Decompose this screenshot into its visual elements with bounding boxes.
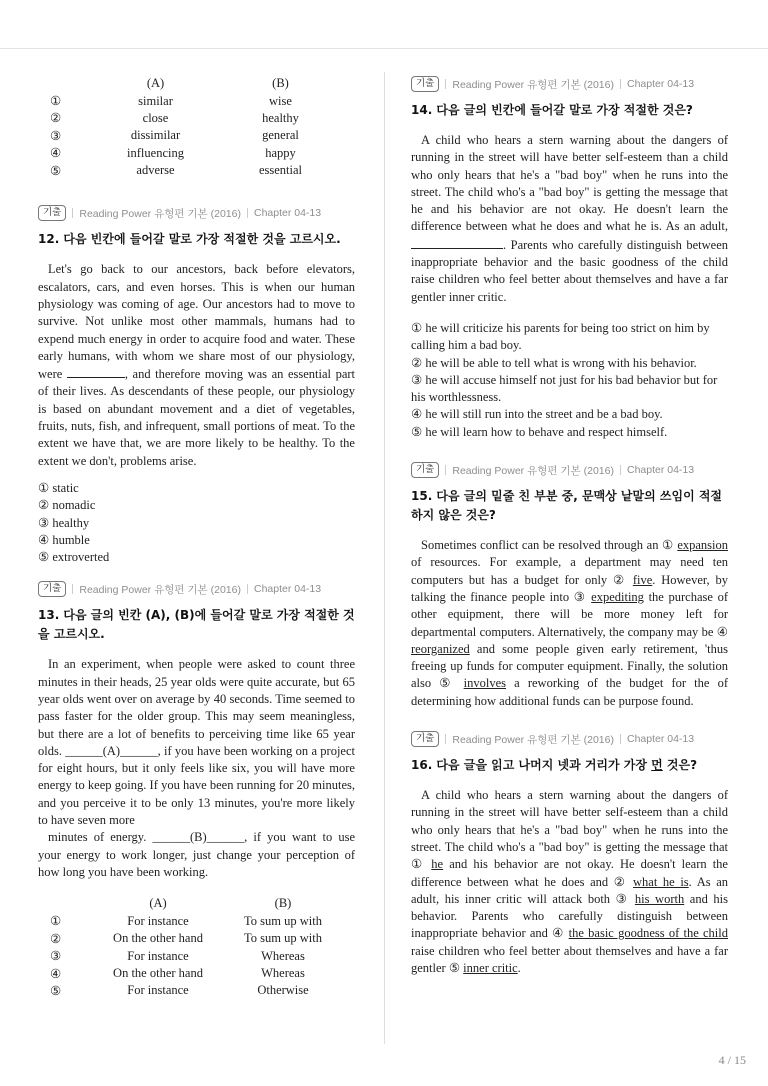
- passage-text: Sometimes conflict can be resolved through an ①: [421, 538, 678, 553]
- passage-text: Let's go back to our ancestors, back before elevators, escalators, cars, and even horses. This is when our human physiology was coming of age. Our ancestors had to move to survive. Not unlike most other mammals, humans had to expend much energy in order to acquire food and water. These early humans, with whom we share most of our physiology, were: [38, 262, 355, 382]
- chapter-label: Chapter 04-13: [253, 207, 322, 220]
- page-number: 4 / 15: [718, 1053, 746, 1067]
- right-column: [411, 75, 728, 977]
- underlined-word: expediting: [591, 589, 644, 604]
- option-b: To sum up with: [244, 931, 322, 946]
- underlined-phrase: the basic goodness of the child: [568, 926, 728, 941]
- option-a: For instance: [127, 948, 189, 963]
- option-number: ④: [50, 966, 62, 981]
- tag-separator: [72, 584, 73, 594]
- source-tag: [411, 75, 728, 93]
- question-14-passage: [411, 132, 728, 306]
- option-a: similar: [138, 93, 173, 108]
- passage-text: of resources. For example, a department may need ten computers but has a budget for only ②: [411, 555, 728, 587]
- table-header-row: [38, 895, 338, 912]
- answer-option[interactable]: ③ he will accuse himself not just for his bad behavior but for his worthlessness.: [411, 372, 718, 405]
- tag-separator: [620, 79, 621, 89]
- column-divider: [384, 72, 385, 1044]
- answer-option[interactable]: ② nomadic: [38, 498, 96, 513]
- answer-option[interactable]: ④ he will still run into the street and be a bad boy.: [411, 407, 663, 422]
- table-header-row: [38, 75, 338, 92]
- source-name: Reading Power 유형편 기본 (2016): [79, 583, 241, 596]
- tag-separator: [72, 208, 73, 218]
- source-tag: [411, 461, 728, 479]
- question-13-title: 13. 다음 글의 빈칸 (A), (B)에 들어갈 말로 가장 적절한 것을 고르시오.: [38, 608, 355, 642]
- question-12-passage: [38, 261, 355, 470]
- passage-text: . As an adult, his inner critic will attack both ③: [411, 874, 728, 906]
- option-number: ⑤: [50, 983, 62, 998]
- source-tag: [38, 580, 355, 598]
- answer-option[interactable]: ⑤ he will learn how to behave and respect himself.: [411, 424, 668, 439]
- option-a: On the other hand: [113, 931, 203, 946]
- answer-option[interactable]: ① he will criticize his parents for being too strict on him by calling him a bad boy.: [411, 320, 710, 353]
- question-12-title: 12. 다음 빈칸에 들어갈 말로 가장 적절한 것을 고르시오.: [38, 232, 341, 247]
- answer-option[interactable]: ④ humble: [38, 532, 90, 547]
- underlined-word: involves: [463, 676, 506, 691]
- exam-badge: 기출: [411, 731, 439, 747]
- chapter-label: Chapter 04-13: [626, 464, 695, 477]
- left-column: [38, 75, 355, 1000]
- tag-separator: [445, 465, 446, 475]
- question-16-passage: [411, 787, 728, 977]
- option-a: close: [142, 110, 169, 125]
- tag-separator: [247, 584, 248, 594]
- passage-text: the purchase of other equipment, there will be more money left for departmental computers. Alternatively, the company may be ④: [411, 589, 728, 639]
- option-number: ⑤: [50, 163, 62, 178]
- option-number: ③: [50, 949, 62, 964]
- option-number: ③: [50, 128, 62, 143]
- chapter-label: Chapter 04-13: [626, 78, 695, 90]
- answer-option[interactable]: ② he will be able to tell what is wrong with his behavior.: [411, 355, 697, 370]
- underlined-word: five: [632, 572, 653, 587]
- question-13-passage: [38, 656, 355, 881]
- option-number: ②: [50, 111, 62, 126]
- answer-option[interactable]: ⑤ extroverted: [38, 550, 110, 565]
- q13-answer-table: [38, 895, 338, 999]
- table-row: [38, 127, 338, 144]
- underlined-phrase: what he is: [633, 874, 689, 889]
- option-number: ④: [50, 146, 62, 161]
- table-row: [38, 947, 338, 964]
- question-14-title: 14. 다음 글의 빈칸에 들어갈 말로 가장 적절한 것은?: [411, 103, 693, 117]
- underlined-word: expansion: [677, 538, 728, 553]
- source-tag: [38, 204, 355, 222]
- source-tag: [411, 730, 728, 748]
- table-row: [38, 110, 338, 127]
- table-row: [38, 982, 338, 999]
- passage-text: A child who hears a stern warning about the dangers of running in the street will have better self-esteem than a child who only hears that he's a "bad boy" when he runs into the street. The child who's a "bad boy" is getting the message that he and his behavior are not okay. He doesn't learn the difference between what he does and what he is. As an adult,: [411, 133, 728, 234]
- option-a: influencing: [127, 145, 184, 160]
- table-row: [38, 92, 338, 109]
- option-a: For instance: [127, 983, 189, 998]
- option-b: Whereas: [261, 966, 305, 980]
- answer-blank: [67, 365, 125, 378]
- tag-separator: [445, 79, 446, 89]
- option-b: Whereas: [261, 948, 305, 963]
- passage-text: .: [517, 960, 521, 975]
- exam-badge: 기출: [411, 76, 439, 92]
- passage-text: . However, by talking the finance people into ③: [411, 572, 729, 604]
- underlined-phrase: inner critic: [463, 960, 518, 975]
- question-12-options: [38, 480, 355, 566]
- passage-text: a reworking of the budget for the of determining how additional funds can be purpose found.: [411, 676, 728, 708]
- option-b: essential: [258, 163, 303, 178]
- question-14-options: [411, 320, 728, 441]
- option-a: On the other hand: [113, 966, 203, 980]
- tag-separator: [445, 734, 446, 744]
- exam-badge: 기출: [38, 581, 66, 597]
- column-header-b: (B): [272, 76, 289, 91]
- title-text: 16. 다음 글을 읽고 나머지 넷과 거리가 가장: [411, 758, 652, 773]
- passage-text: and his behavior are not okay. He doesn't learn the difference between what he does and ②: [411, 857, 728, 889]
- passage-text: and his behavior. Parents who carefully distinguish between inappropriate behavior and ④: [411, 891, 728, 941]
- question-15-passage: [411, 537, 728, 710]
- underlined-phrase: he: [431, 857, 444, 872]
- answer-option[interactable]: ③ healthy: [38, 515, 90, 530]
- passage-text: and some people given early retirement, 'thus freeing up funds for computer equipment. Finally, the solution also ⑤: [411, 641, 728, 691]
- exam-badge: 기출: [38, 205, 66, 221]
- header-divider: [0, 48, 768, 49]
- passage-text: minutes of energy. ______(B)______, if you want to use your energy to work longer, just change your perception of how long you have been working.: [38, 830, 355, 879]
- source-name: Reading Power 유형편 기본 (2016): [79, 207, 241, 220]
- option-b: Otherwise: [257, 983, 309, 998]
- table-row: [38, 145, 338, 162]
- passage-text: , and therefore moving was an essential part of their lives. As descendants of these people, our physiology is based on abundant movement and a diet of vegetables, fruits, nuts, fish, and infrequent, small portions of meat. To the extent we have that, we are more likely to be healthy. To the extent we don't, problems arise.: [38, 367, 355, 468]
- option-a: dissimilar: [130, 128, 181, 143]
- option-number: ②: [50, 931, 62, 946]
- table-row: [38, 965, 338, 982]
- answer-option[interactable]: ① static: [38, 480, 79, 495]
- column-header-b: (B): [274, 896, 292, 911]
- tag-separator: [247, 208, 248, 218]
- passage-text: A child who hears a stern warning about the dangers of running in the street will have better self-esteem than a child who only hears that he's a "bad boy" when he runs into the street. The child who's a "bad boy" is getting the message that ①: [411, 788, 728, 872]
- table-row: [38, 930, 338, 947]
- option-b: happy: [265, 145, 296, 160]
- option-a: adverse: [136, 163, 175, 178]
- tag-separator: [620, 465, 621, 475]
- underlined-word: reorganized: [411, 641, 470, 656]
- chapter-label: Chapter 04-13: [626, 733, 695, 746]
- title-underlined-word: 먼: [651, 758, 663, 773]
- table-row: [38, 162, 338, 179]
- chapter-label: Chapter 04-13: [253, 583, 322, 596]
- question-15-title: 15. 다음 글의 밑줄 친 부분 중, 문맥상 낱말의 쓰임이 적절하지 않은 것은?: [411, 489, 723, 523]
- option-b: general: [262, 128, 299, 143]
- underlined-phrase: his worth: [634, 891, 685, 906]
- passage-text: In an experiment, when people were asked to count three minutes in their heads, 25 year olds were quite accurate, but 65 year olds went over on average by 40 seconds. Time seemed to pass faster for the older group. This may seem meaningless, but there are a lot of benefits to perceiving time like 65 year olds. ______(A)______, if you have been working on a project for eight hours, but it only feels like six, you will have more energy to keep going. If you have been running for 20 minutes, and you perceive it to be only 13 minutes, you're more likely to have seven more: [38, 657, 355, 828]
- question-16-title: [411, 756, 728, 775]
- option-number: ①: [50, 914, 62, 929]
- table-row: [38, 913, 338, 930]
- option-b: healthy: [262, 110, 299, 125]
- exam-badge: 기출: [411, 462, 439, 478]
- tag-separator: [620, 734, 621, 744]
- passage-text: raise children who feel better about themselves and have a far gentler ⑤: [411, 943, 728, 975]
- q11-answer-table: [38, 75, 338, 179]
- column-header-a: (A): [146, 76, 165, 91]
- source-name: Reading Power 유형편 기본 (2016): [452, 464, 614, 477]
- column-header-a: (A): [149, 896, 167, 911]
- source-name: Reading Power 유형편 기본 (2016): [452, 78, 614, 91]
- option-number: ①: [50, 94, 62, 109]
- answer-blank: [411, 236, 503, 249]
- title-text: 것은?: [662, 758, 698, 773]
- option-a: For instance: [127, 913, 189, 928]
- option-b: To sum up with: [244, 913, 322, 928]
- source-name: Reading Power 유형편 기본 (2016): [452, 733, 614, 746]
- option-b: wise: [269, 93, 292, 108]
- passage-text: . Parents who carefully distinguish between inappropriate behavior and the basic goodness of the child raise children who feel better about themselves and have a far gentler inner critic.: [411, 237, 728, 304]
